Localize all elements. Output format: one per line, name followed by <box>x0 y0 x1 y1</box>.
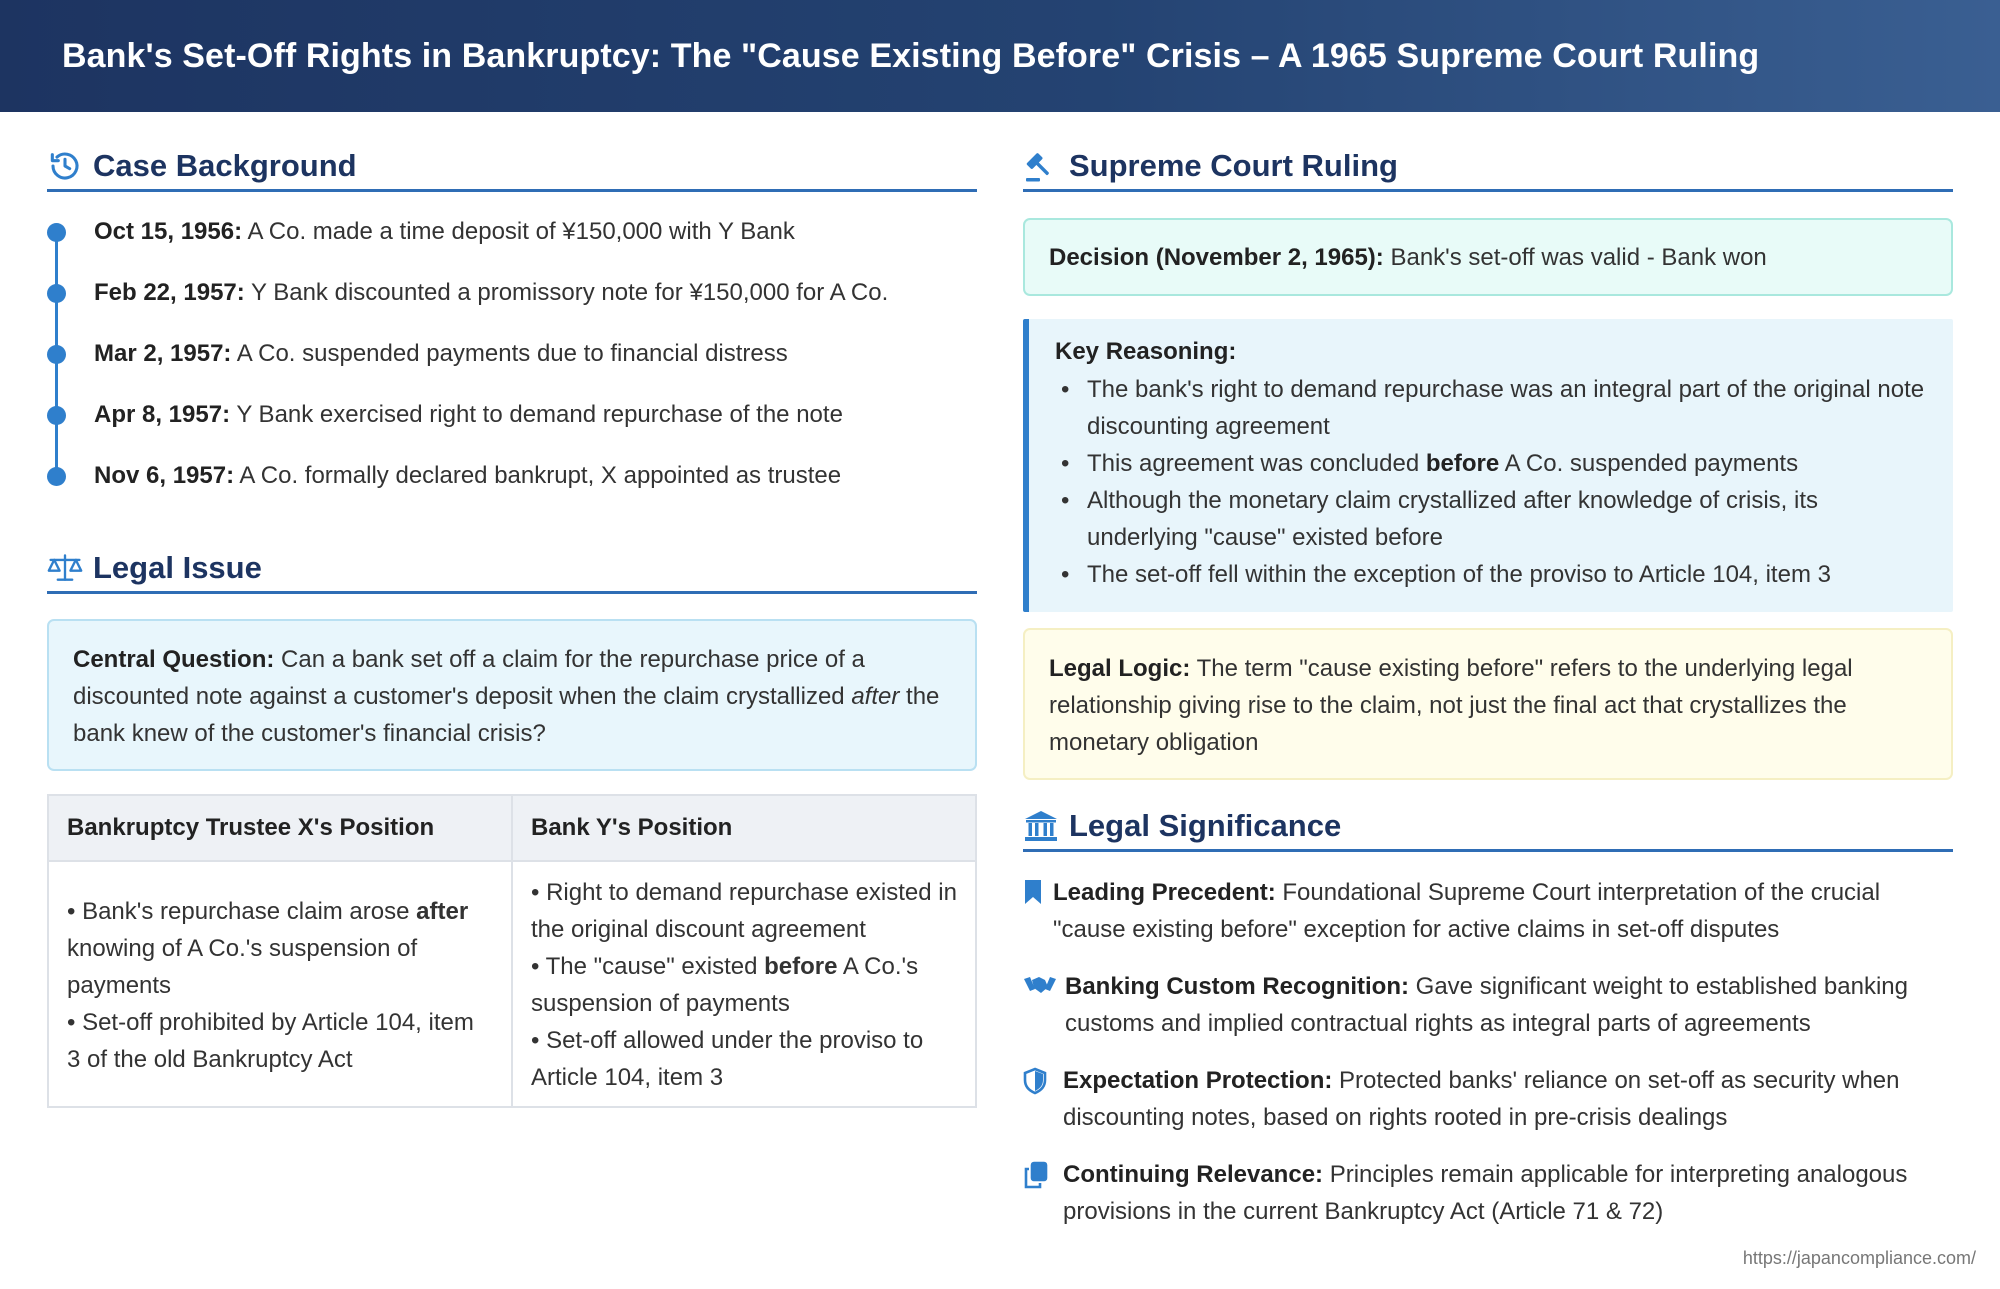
scales-icon <box>47 550 83 586</box>
central-question-box <box>47 619 977 771</box>
key-reasoning-title: Key Reasoning: <box>1055 338 1237 365</box>
legal-issue-header <box>47 544 977 594</box>
event-date: Oct 15, 1956: <box>94 218 243 245</box>
trustee-position-header: Bankruptcy Trustee X's Position <box>67 814 435 841</box>
legal-logic-label: Legal Logic: <box>1049 655 1191 682</box>
list-item: • The set-off fell within the exception of the proviso to Article 104, item 3 <box>1055 556 1929 593</box>
ruling-title: Supreme Court Ruling <box>1069 147 1398 183</box>
decision-box <box>1023 218 1953 296</box>
timeline-dot <box>47 223 66 242</box>
legal-logic-box <box>1023 628 1953 780</box>
case-background-header <box>47 142 977 192</box>
handshake-icon <box>1023 968 1065 1042</box>
event-date: Feb 22, 1957: <box>94 279 245 306</box>
list-item: • Although the monetary claim crystallized after knowledge of crisis, its underlying "cause" existed before <box>1055 482 1929 556</box>
key-reasoning-list <box>1055 371 1929 593</box>
ruling-header <box>1023 142 1953 192</box>
decision-label: Decision (November 2, 1965): <box>1049 243 1384 271</box>
event-date: Nov 6, 1957: <box>94 462 235 489</box>
page-title: Bank's Set-Off Rights in Bankruptcy: The "Cause Existing Before" Crisis – A 1965 Supreme Court Ruling <box>62 36 1760 75</box>
significance-title: Legal Significance <box>1069 807 1342 843</box>
trustee-point-2: • Set-off prohibited by Article 104, item 3 of the old Bankruptcy Act <box>67 1008 474 1073</box>
timeline-item <box>47 395 977 435</box>
event-date: Mar 2, 1957: <box>94 340 232 367</box>
history-icon <box>47 148 83 184</box>
table-header-row <box>49 796 975 862</box>
list-item: • The bank's right to demand repurchase was an integral part of the original note discounting agreement <box>1055 371 1929 445</box>
gavel-icon <box>1023 148 1059 184</box>
timeline-item <box>47 456 977 496</box>
significance-header <box>1023 802 1953 852</box>
central-question-text-end: the bank knew of the customer's financial crisis? <box>73 683 940 747</box>
bank-position-header: Bank Y's Position <box>511 796 975 860</box>
table-row <box>49 862 975 1108</box>
list-item: • This agreement was concluded before A Co. suspended payments <box>1055 445 1929 482</box>
timeline-item <box>47 212 977 252</box>
timeline-item <box>47 334 977 374</box>
timeline-dot <box>47 467 66 486</box>
shield-icon <box>1023 1062 1063 1136</box>
legal-logic-text: The term "cause existing before" refers to the underlying legal relationship giving rise to the claim, not just the final act that crystallizes the monetary obligation <box>1049 655 1853 756</box>
bank-point-3: • Set-off allowed under the proviso to Article 104, item 3 <box>531 1027 924 1091</box>
list-item: Expectation Protection: Protected banks' reliance on set-off as security when discounting notes, based on rights rooted in pre-crisis dealings <box>1023 1062 1953 1136</box>
page-header <box>0 0 2000 112</box>
institution-icon <box>1023 808 1059 844</box>
event-text: A Co. suspended payments due to financial distress <box>231 340 788 367</box>
list-item: Banking Custom Recognition: Gave significant weight to established banking customs and implied contractual rights as integral parts of agreements <box>1023 968 1953 1042</box>
trustee-position-cell <box>49 862 511 1108</box>
list-item: Leading Precedent: Foundational Supreme Court interpretation of the crucial "cause existing before" exception for active claims in set-off disputes <box>1023 874 1953 948</box>
timeline-dot <box>47 345 66 364</box>
timeline-dot <box>47 406 66 425</box>
trustee-point-1: • Bank's repurchase claim arose <box>67 897 417 925</box>
central-question-label: Central Question: <box>73 646 275 673</box>
trustee-point-1-end: knowing of A Co.'s suspension of payments <box>67 934 418 999</box>
event-text: A Co. formally declared bankrupt, X appointed as trustee <box>234 462 842 489</box>
decision-text: Bank's set-off was valid - Bank won <box>1383 243 1767 271</box>
bank-position-cell <box>511 862 975 1108</box>
timeline-item <box>47 273 977 313</box>
case-background-title: Case Background <box>93 147 357 183</box>
positions-table <box>47 794 977 1108</box>
central-question-emphasis: after <box>851 683 900 710</box>
trustee-point-1-emphasis: after <box>416 897 469 925</box>
list-item: Continuing Relevance: Principles remain applicable for interpreting analogous provisions in the current Bankruptcy Act (Article 71 & 72) <box>1023 1156 1953 1230</box>
bank-point-1: • Right to demand repurchase existed in the original discount agreement <box>531 879 957 943</box>
bookmark-icon <box>1023 874 1053 948</box>
bank-point-2: • The "cause" existed <box>531 953 765 980</box>
event-text: Y Bank discounted a promissory note for ¥150,000 for A Co. <box>244 279 889 306</box>
legal-issue-title: Legal Issue <box>93 549 262 585</box>
event-date: Apr 8, 1957: <box>94 401 231 428</box>
event-text: Y Bank exercised right to demand repurchase of the note <box>230 401 843 428</box>
bank-point-2-emphasis: before <box>764 953 838 980</box>
bank-point-2-end: A Co.'s suspension of payments <box>531 953 919 1017</box>
timeline-dot <box>47 284 66 303</box>
copy-icon <box>1023 1156 1063 1230</box>
source-url: https://japancompliance.com/ <box>1742 1248 1976 1268</box>
key-reasoning-box <box>1023 319 1953 612</box>
event-text: A Co. made a time deposit of ¥150,000 with Y Bank <box>242 218 795 245</box>
central-question-text: Can a bank set off a claim for the repurchase price of a discounted note against a customer's deposit when the claim crystallized <box>73 646 865 710</box>
